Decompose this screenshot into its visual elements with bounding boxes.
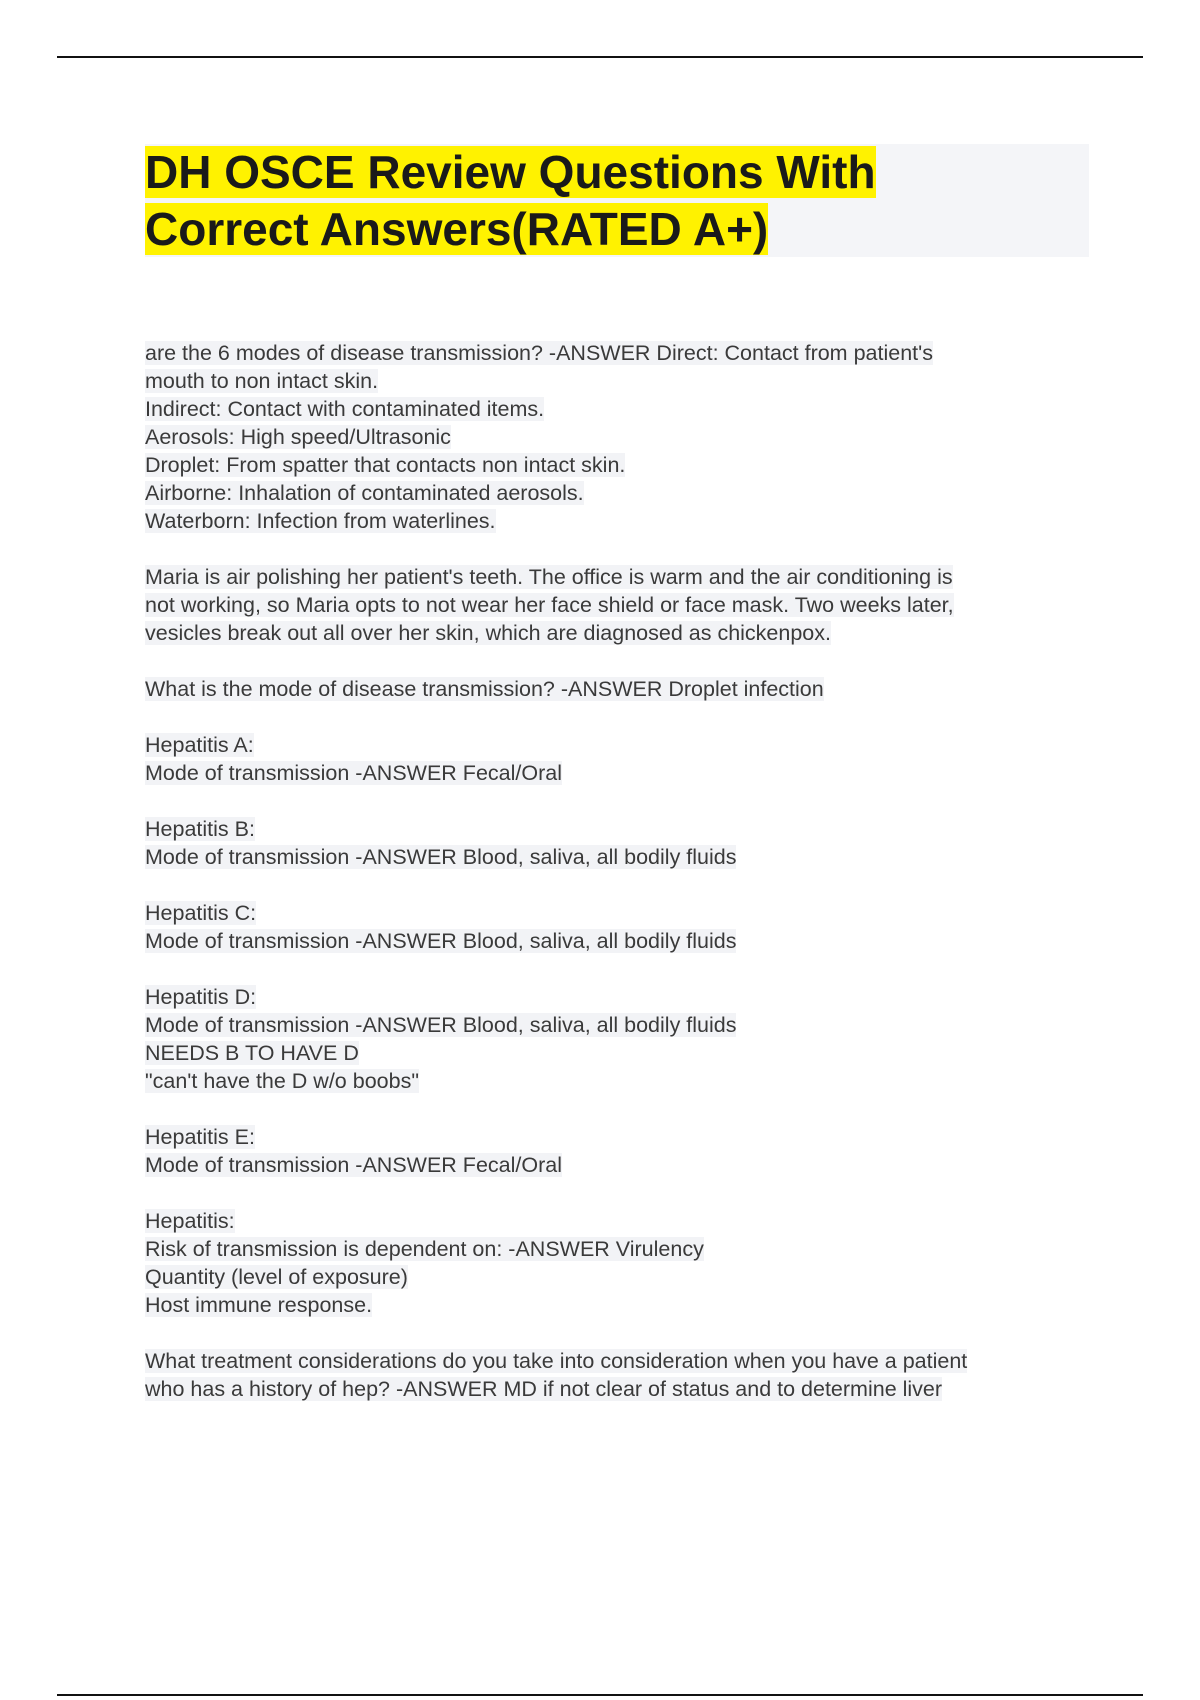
- text-line: Mode of transmission -ANSWER Fecal/Oral: [145, 1153, 562, 1177]
- title-line: Correct Answers(RATED A+): [145, 203, 769, 255]
- text-line: Host immune response.: [145, 1293, 373, 1317]
- text-line: Mode of transmission -ANSWER Fecal/Oral: [145, 761, 562, 785]
- text-line: Maria is air polishing her patient's teeth. The office is warm and the air conditioning is: [145, 565, 953, 589]
- footer-rule: [57, 1694, 1143, 1696]
- text-line: What treatment considerations do you take into consideration when you have a patient: [145, 1349, 968, 1373]
- text-line: Hepatitis D:: [145, 985, 257, 1009]
- text-line: who has a history of hep? -ANSWER MD if not clear of status and to determine liver: [145, 1377, 943, 1401]
- text-line: Hepatitis:: [145, 1209, 235, 1233]
- document-body: [145, 339, 1085, 1431]
- qa-paragraph: [145, 815, 1085, 871]
- text-line: are the 6 modes of disease transmission? -ANSWER Direct: Contact from patient's: [145, 341, 933, 365]
- qa-paragraph: [145, 983, 1085, 1095]
- text-line: Waterborn: Infection from waterlines.: [145, 509, 496, 533]
- text-line: Airborne: Inhalation of contaminated aerosols.: [145, 481, 584, 505]
- text-line: NEEDS B TO HAVE D: [145, 1041, 359, 1065]
- qa-paragraph: [145, 1123, 1085, 1179]
- title-line: DH OSCE Review Questions With: [145, 146, 876, 198]
- text-line: mouth to non intact skin.: [145, 369, 379, 393]
- text-line: Hepatitis A:: [145, 733, 254, 757]
- text-line: not working, so Maria opts to not wear her face shield or face mask. Two weeks later,: [145, 593, 954, 617]
- title-block: [145, 144, 1089, 257]
- text-line: Risk of transmission is dependent on: -ANSWER Virulency: [145, 1237, 704, 1261]
- text-line: Mode of transmission -ANSWER Blood, saliva, all bodily fluids: [145, 1013, 737, 1037]
- qa-paragraph: [145, 731, 1085, 787]
- qa-paragraph: [145, 339, 1085, 535]
- text-line: Indirect: Contact with contaminated items.: [145, 397, 545, 421]
- text-line: Aerosols: High speed/Ultrasonic: [145, 425, 451, 449]
- text-line: Droplet: From spatter that contacts non intact skin.: [145, 453, 626, 477]
- document-title: [145, 144, 1089, 258]
- qa-paragraph: [145, 899, 1085, 955]
- text-line: Mode of transmission -ANSWER Blood, saliva, all bodily fluids: [145, 929, 737, 953]
- text-line: Hepatitis B:: [145, 817, 255, 841]
- qa-paragraph: [145, 563, 1085, 647]
- text-line: "can't have the D w/o boobs": [145, 1069, 419, 1093]
- qa-paragraph: [145, 1207, 1085, 1319]
- text-line: vesicles break out all over her skin, which are diagnosed as chickenpox.: [145, 621, 831, 645]
- text-line: Hepatitis E:: [145, 1125, 255, 1149]
- text-line: Quantity (level of exposure): [145, 1265, 408, 1289]
- qa-paragraph: [145, 1347, 1085, 1403]
- text-line: Mode of transmission -ANSWER Blood, saliva, all bodily fluids: [145, 845, 737, 869]
- header-rule: [57, 56, 1143, 58]
- text-line: What is the mode of disease transmission? -ANSWER Droplet infection: [145, 677, 824, 701]
- text-line: Hepatitis C:: [145, 901, 257, 925]
- qa-paragraph: [145, 675, 1085, 703]
